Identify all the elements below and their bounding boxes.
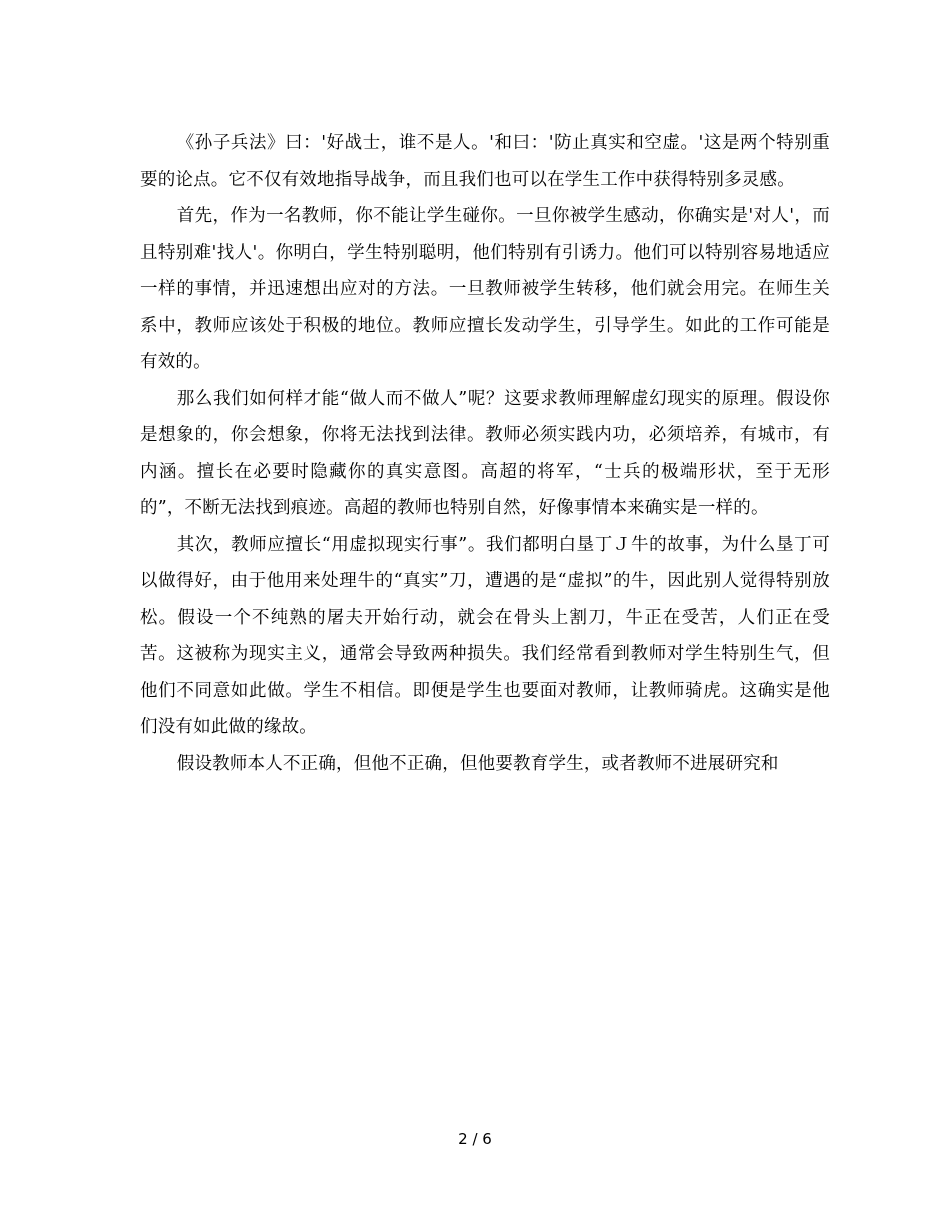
document-body xyxy=(140,125,830,782)
page-number: 2 / 6 xyxy=(458,1130,492,1148)
paragraph-4: 其次，教师应擅长“用虚拟现实行事”。我们都明白垦丁Ｊ牛的故事，为什么垦丁可以做得好，由于他用来处理牛的“真实”刀，遭遇的是“虚拟”的牛，因此别人觉得特别放松。假设一个不纯熟的屠夫开始行动，就会在骨头上割刀，牛正在受苦，人们正在受苦。这被称为现实主义，通常会导致两种损失。我们经常看到教师对学生特别生气，但他们不同意如此做。学生不相信。即便是学生也要面对教师，让教师骑虎。这确实是他们没有如此做的缘故。 xyxy=(140,534,830,737)
paragraph-1: 《孙子兵法》曰：'好战士，谁不是人。'和曰：'防止真实和空虚。'这是两个特别重要的论点。它不仅有效地指导战争，而且我们也可以在学生工作中获得特别多灵感。 xyxy=(140,133,830,190)
paragraph-2: 首先，作为一名教师，你不能让学生碰你。一旦你被学生感动，你确实是'对人'，而且特别难'找人'。你明白，学生特别聪明，他们特别有引诱力。他们可以特别容易地适应一样的事情，并迅速想出应对的方法。一旦教师被学生转移，他们就会用完。在师生关系中，教师应该处于积极的地位。教师应擅长发动学生，引导学生。如此的工作可能是有效的。 xyxy=(140,206,830,372)
paragraph-5: 假设教师本人不正确，但他不正确，但他要教育学生，或者教师不进展研究和 xyxy=(176,753,779,774)
paragraph-3: 那么我们如何样才能“做人而不做人”呢？这要求教师理解虚幻现实的原理。假设你是想象的，你会想象，你将无法找到法律。教师必须实践内功，必须培养，有城市，有内涵。擅长在必要时隐藏你的真实意图。高超的将军，“士兵的极端形状，至于无形的”，不断无法找到痕迹。高超的教师也特别自然，好像事情本来确实是一样的。 xyxy=(140,388,830,518)
